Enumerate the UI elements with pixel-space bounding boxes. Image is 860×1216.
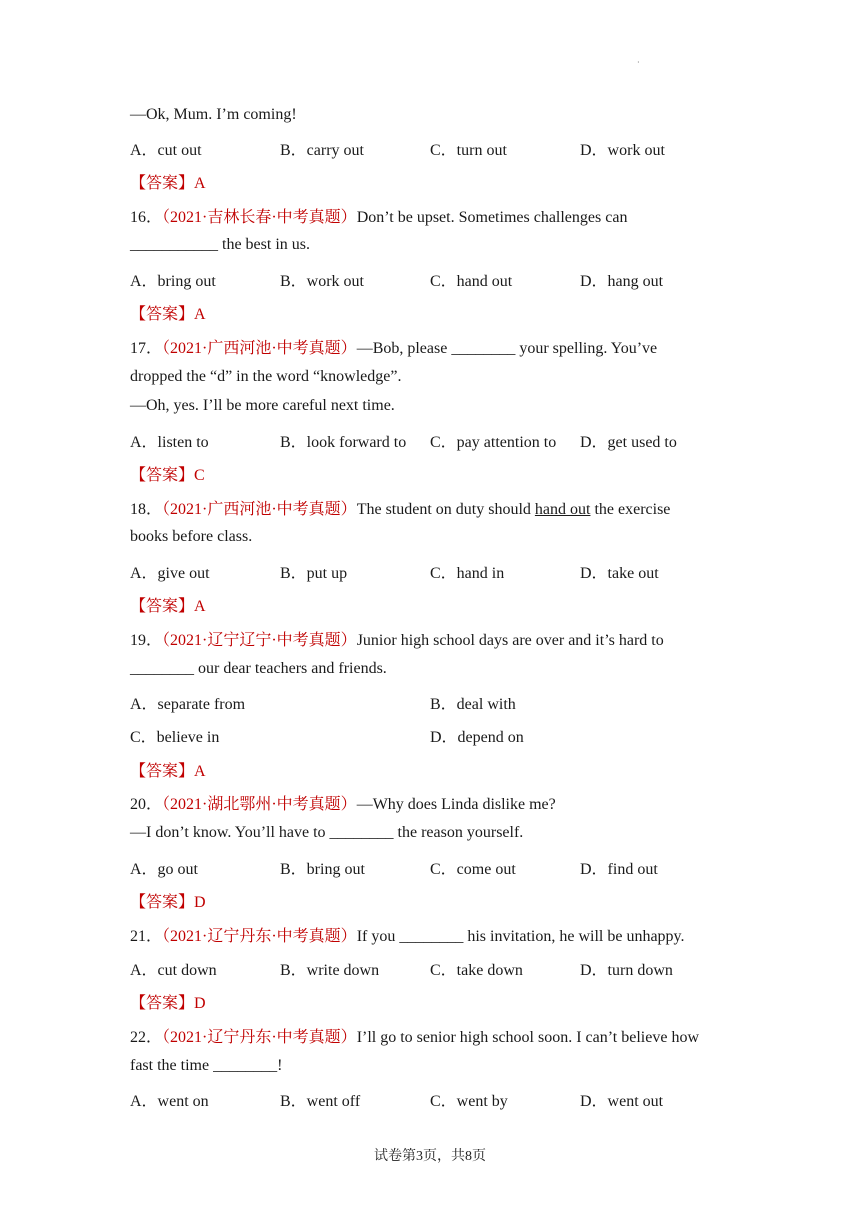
question-source: （2021·广西河池·中考真题） xyxy=(162,340,357,357)
question-15-stem: —Ok, Mum. I’m coming! xyxy=(130,106,297,123)
question-22-stem xyxy=(130,1024,699,1047)
option-d: D．went out xyxy=(580,1093,664,1110)
question-number: 16． xyxy=(130,209,163,226)
question-text: If you ________ his invitation, he will be unhappy. xyxy=(356,928,685,945)
question-text: Don’t be upset. Sometimes challenges can xyxy=(356,209,628,226)
option-c: C．hand out xyxy=(430,273,513,290)
option-c: C．pay attention to xyxy=(430,434,557,451)
question-text: I’ll go to senior high school soon. I can’t believe how xyxy=(356,1029,699,1046)
question-21-stem xyxy=(130,923,685,946)
option-b: B．work out xyxy=(280,273,365,290)
question-17-stem-line3: —Oh, yes. I’ll be more careful next time. xyxy=(130,397,395,414)
page-marker: · xyxy=(637,58,640,67)
option-c: C．hand in xyxy=(430,565,505,582)
question-number: 20． xyxy=(130,796,163,813)
question-16-answer: 【答案】A xyxy=(130,306,206,323)
question-source: （2021·辽宁丹东·中考真题） xyxy=(162,1029,357,1046)
question-number: 17． xyxy=(130,340,163,357)
option-b: B．write down xyxy=(280,962,380,979)
question-16-stem-line2: ___________ the best in us. xyxy=(130,236,310,253)
option-b: B．bring out xyxy=(280,861,365,878)
question-source: （2021·辽宁辽宁·中考真题） xyxy=(162,632,357,649)
question-18-stem-line2: books before class. xyxy=(130,528,253,545)
question-20-stem-line2: —I don’t know. You’ll have to ________ the reason yourself. xyxy=(130,824,524,841)
option-d: D．work out xyxy=(580,142,665,159)
option-d: D．get used to xyxy=(580,434,677,451)
option-a: A．cut out xyxy=(130,142,202,159)
question-22-stem-line2: fast the time ________! xyxy=(130,1057,283,1074)
question-20-answer: 【答案】D xyxy=(130,894,206,911)
option-d: D．depend on xyxy=(430,729,524,746)
option-b: B．went off xyxy=(280,1093,361,1110)
question-number: 19． xyxy=(130,632,163,649)
question-17-stem-line2: dropped the “d” in the word “knowledge”. xyxy=(130,368,402,385)
question-text: Junior high school days are over and it’s hard to xyxy=(356,632,664,649)
option-a: A．go out xyxy=(130,861,199,878)
option-d: D．hang out xyxy=(580,273,664,290)
question-source: （2021·吉林长春·中考真题） xyxy=(162,209,357,226)
question-text: The student on duty should xyxy=(356,501,535,518)
question-21-answer: 【答案】D xyxy=(130,995,206,1012)
underlined-phrase: hand out xyxy=(534,501,591,518)
question-15-answer: 【答案】A xyxy=(130,175,206,192)
question-number: 22． xyxy=(130,1029,163,1046)
question-19-stem xyxy=(130,627,664,650)
option-b: B．look forward to xyxy=(280,434,407,451)
question-source: （2021·辽宁丹东·中考真题） xyxy=(162,928,357,945)
option-b: B．deal with xyxy=(430,696,516,713)
question-17-answer: 【答案】C xyxy=(130,467,205,484)
question-19-answer: 【答案】A xyxy=(130,763,206,780)
option-a: A．give out xyxy=(130,565,210,582)
option-c: C．went by xyxy=(430,1093,508,1110)
question-17-stem xyxy=(130,335,657,358)
option-d: D．find out xyxy=(580,861,658,878)
option-d: D．turn down xyxy=(580,962,673,979)
question-18-answer: 【答案】A xyxy=(130,598,206,615)
option-c: C．come out xyxy=(430,861,516,878)
option-a: A．went on xyxy=(130,1093,209,1110)
option-b: B．carry out xyxy=(280,142,364,159)
question-source: （2021·广西河池·中考真题） xyxy=(162,501,357,518)
option-b: B．put up xyxy=(280,565,348,582)
question-18-stem xyxy=(130,496,670,519)
question-text: —Bob, please ________ your spelling. You’ve xyxy=(356,340,658,357)
question-text-tail: the exercise xyxy=(590,501,671,518)
question-number: 21． xyxy=(130,928,163,945)
question-text: —Why does Linda dislike me? xyxy=(356,796,556,813)
option-a: A．separate from xyxy=(130,696,246,713)
option-a: A．listen to xyxy=(130,434,209,451)
question-source: （2021·湖北鄂州·中考真题） xyxy=(162,796,357,813)
question-20-stem xyxy=(130,791,556,814)
question-number: 18． xyxy=(130,501,163,518)
option-c: C．take down xyxy=(430,962,523,979)
option-c: C．turn out xyxy=(430,142,507,159)
question-16-stem xyxy=(130,204,627,227)
option-a: A．cut down xyxy=(130,962,217,979)
page-footer: 试卷第3页，共8页 xyxy=(374,1149,486,1164)
option-a: A．bring out xyxy=(130,273,216,290)
option-d: D．take out xyxy=(580,565,659,582)
question-19-stem-line2: ________ our dear teachers and friends. xyxy=(130,660,387,677)
option-c: C．believe in xyxy=(130,729,220,746)
